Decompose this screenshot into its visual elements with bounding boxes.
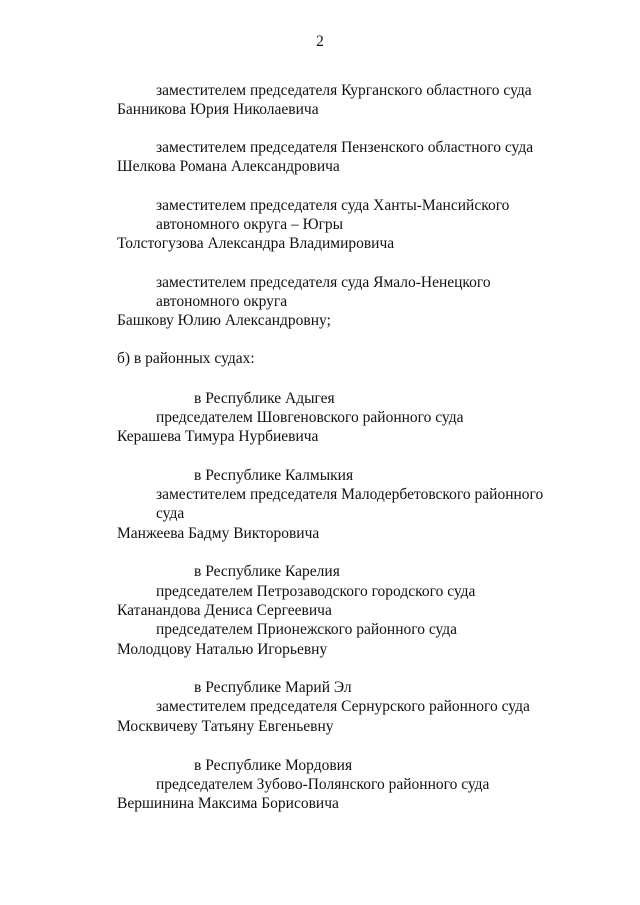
- karelia-role-1: председателем Петрозаводского городского суда: [156, 583, 476, 600]
- penza-role: заместителем председателя Пензенского областного суда: [156, 139, 534, 156]
- kalmykia-region: в Республике Калмыкия: [194, 467, 354, 484]
- karelia-role-2: председателем Прионежского районного суда: [156, 621, 458, 638]
- adygea-region: в Республике Адыгея: [194, 390, 335, 407]
- page-number: 2: [316, 33, 324, 50]
- kalmykia-role-line-2: суда: [156, 505, 185, 522]
- kalmykia-name: Манжеева Бадму Викторовича: [117, 525, 320, 542]
- mariel-name: Москвичеву Татьяну Евгеньевну: [117, 718, 334, 735]
- yanao-name: Башкову Юлию Александровну;: [117, 312, 331, 329]
- mariel-region: в Республике Марий Эл: [194, 679, 352, 696]
- adygea-name: Керашева Тимура Нурбиевича: [117, 428, 319, 445]
- kurgan-role: заместителем председателя Курганского областного суда: [156, 82, 532, 99]
- yanao-role-line-2: автономного округа: [156, 293, 288, 310]
- khmao-name: Толстогузова Александра Владимировича: [117, 235, 395, 252]
- kurgan-name: Банникова Юрия Николаевича: [117, 101, 319, 118]
- mordovia-role: председателем Зубово-Полянского районного суда: [156, 776, 490, 793]
- khmao-role-line-2: автономного округа – Югры: [156, 216, 344, 233]
- penza-name: Шелкова Романа Александровича: [117, 158, 340, 175]
- mariel-role: заместителем председателя Сернурского районного суда: [156, 698, 530, 715]
- karelia-region: в Республике Карелия: [194, 563, 340, 580]
- mordovia-name: Вершинина Максима Борисовича: [117, 795, 339, 812]
- khmao-role-line-1: заместителем председателя суда Ханты-Мансийского: [156, 197, 510, 214]
- mordovia-region: в Республике Мордовия: [194, 757, 353, 774]
- karelia-name-1: Катанандова Дениса Сергеевича: [117, 602, 332, 619]
- karelia-name-2: Молодцову Наталью Игорьевну: [117, 641, 328, 658]
- kalmykia-role-line-1: заместителем председателя Малодербетовского районного: [156, 486, 544, 503]
- section-b-heading: б) в районных судах:: [117, 350, 255, 367]
- yanao-role-line-1: заместителем председателя суда Ямало-Ненецкого: [156, 274, 491, 291]
- adygea-role: председателем Шовгеновского районного суда: [156, 409, 464, 426]
